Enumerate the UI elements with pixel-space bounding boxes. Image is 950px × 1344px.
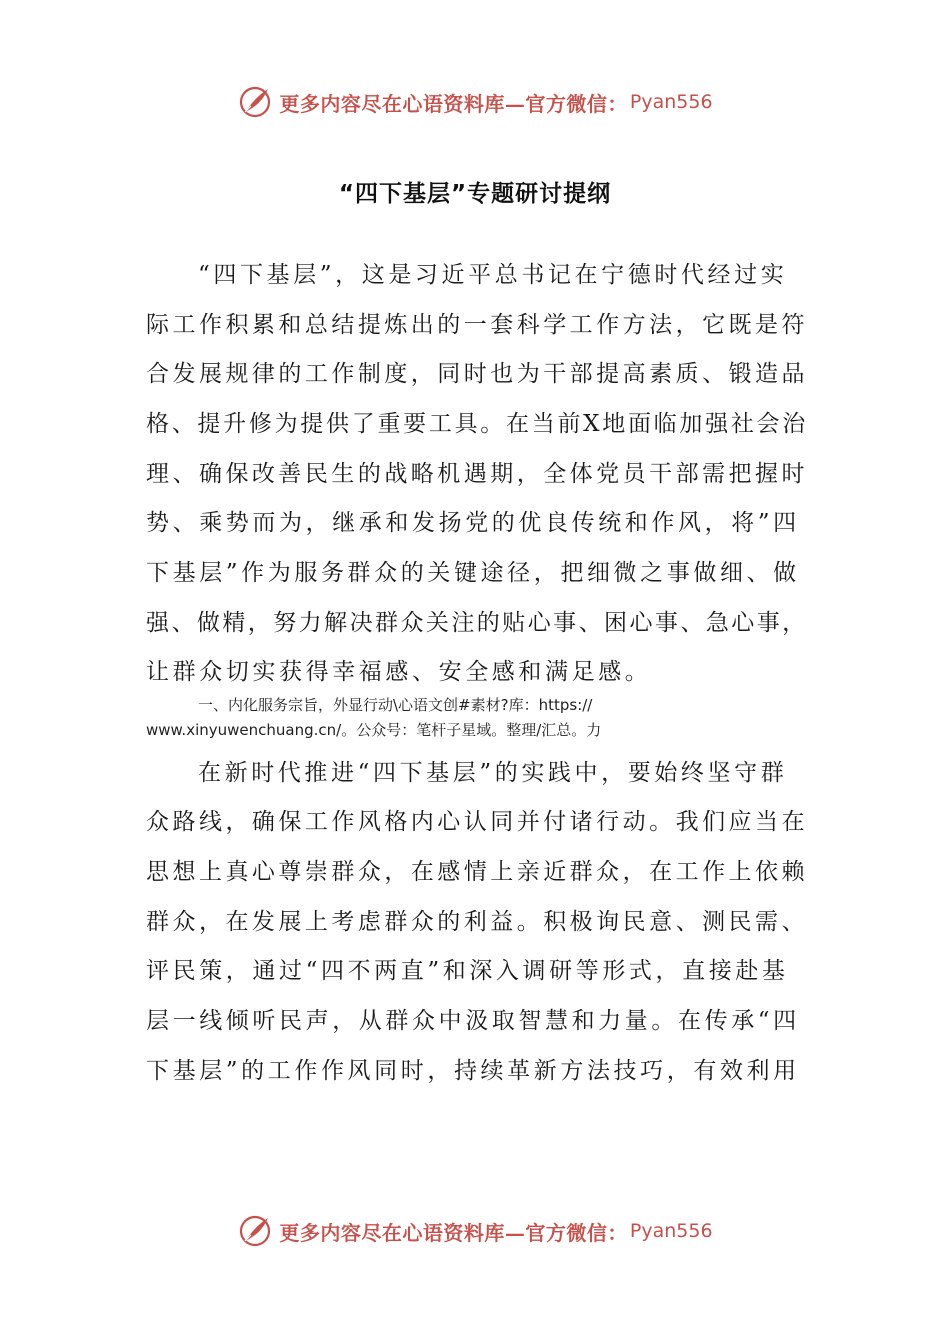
paragraph-line: 理、确保改善民生的战略机遇期，全体党员干部需把握时 xyxy=(146,461,808,487)
banner-text: 更多内容尽在心语资料库—官方微信： xyxy=(279,1220,628,1245)
section-heading: 一、内化服务宗旨，外显行动\心语文创#素材?库：https:// xyxy=(198,696,593,714)
paragraph-line: 势、乘势而为，继承和发扬党的优良传统和作风，将”四 xyxy=(146,510,800,536)
paragraph-line: 际工作积累和总结提炼出的一套科学工作方法，它既是符 xyxy=(146,312,808,338)
paragraph-line: 强、做精，努力解决群众关注的贴心事、困心事、急心事， xyxy=(146,610,808,636)
paragraph-line: 让群众切实获得幸福感、安全感和满足感。 xyxy=(146,659,652,685)
document-title: “四下基层”专题研讨提纲 xyxy=(338,181,612,207)
footer-banner xyxy=(0,1211,950,1251)
paragraph-line: 合发展规律的工作制度，同时也为干部提高素质、锻造品 xyxy=(146,361,808,387)
paragraph-line: 评民策，通过“四不两直”和深入调研等形式，直接赴基 xyxy=(146,958,789,984)
quill-pen-logo-icon xyxy=(237,84,273,120)
quill-pen-logo-icon xyxy=(237,1213,273,1249)
paragraph-line: 层一线倾听民声，从群众中汲取智慧和力量。在传承“四 xyxy=(146,1008,800,1034)
paragraph-line: “四下基层”，这是习近平总书记在宁德时代经过实 xyxy=(198,262,788,288)
banner-wechat-id: Pyan556 xyxy=(629,1220,713,1242)
paragraph-line: 群众，在发展上考虑群众的利益。积极询民意、测民需、 xyxy=(146,909,808,935)
paragraph-line: 在新时代推进“四下基层”的实践中，要始终坚守群 xyxy=(198,760,788,786)
banner-text: 更多内容尽在心语资料库—官方微信： xyxy=(279,91,628,116)
paragraph-line: 下基层”的工作作风同时，持续革新方法技巧，有效利用 xyxy=(146,1058,800,1084)
paragraph-line: 格、提升修为提供了重要工具。在当前X地面临加强社会治 xyxy=(146,411,808,437)
section-heading: www.xinyuwenchuang.cn/。公众号：笔杆子星域。整理/汇总。力 xyxy=(146,721,602,739)
header-banner xyxy=(0,82,950,122)
paragraph-line: 众路线，确保工作风格内心认同并付诸行动。我们应当在 xyxy=(146,809,808,835)
paragraph-line: 思想上真心尊崇群众，在感情上亲近群众，在工作上依赖 xyxy=(146,859,808,885)
paragraph-line: 下基层”作为服务群众的关键途径，把细微之事做细、做 xyxy=(146,560,800,586)
banner-wechat-id: Pyan556 xyxy=(629,91,713,113)
